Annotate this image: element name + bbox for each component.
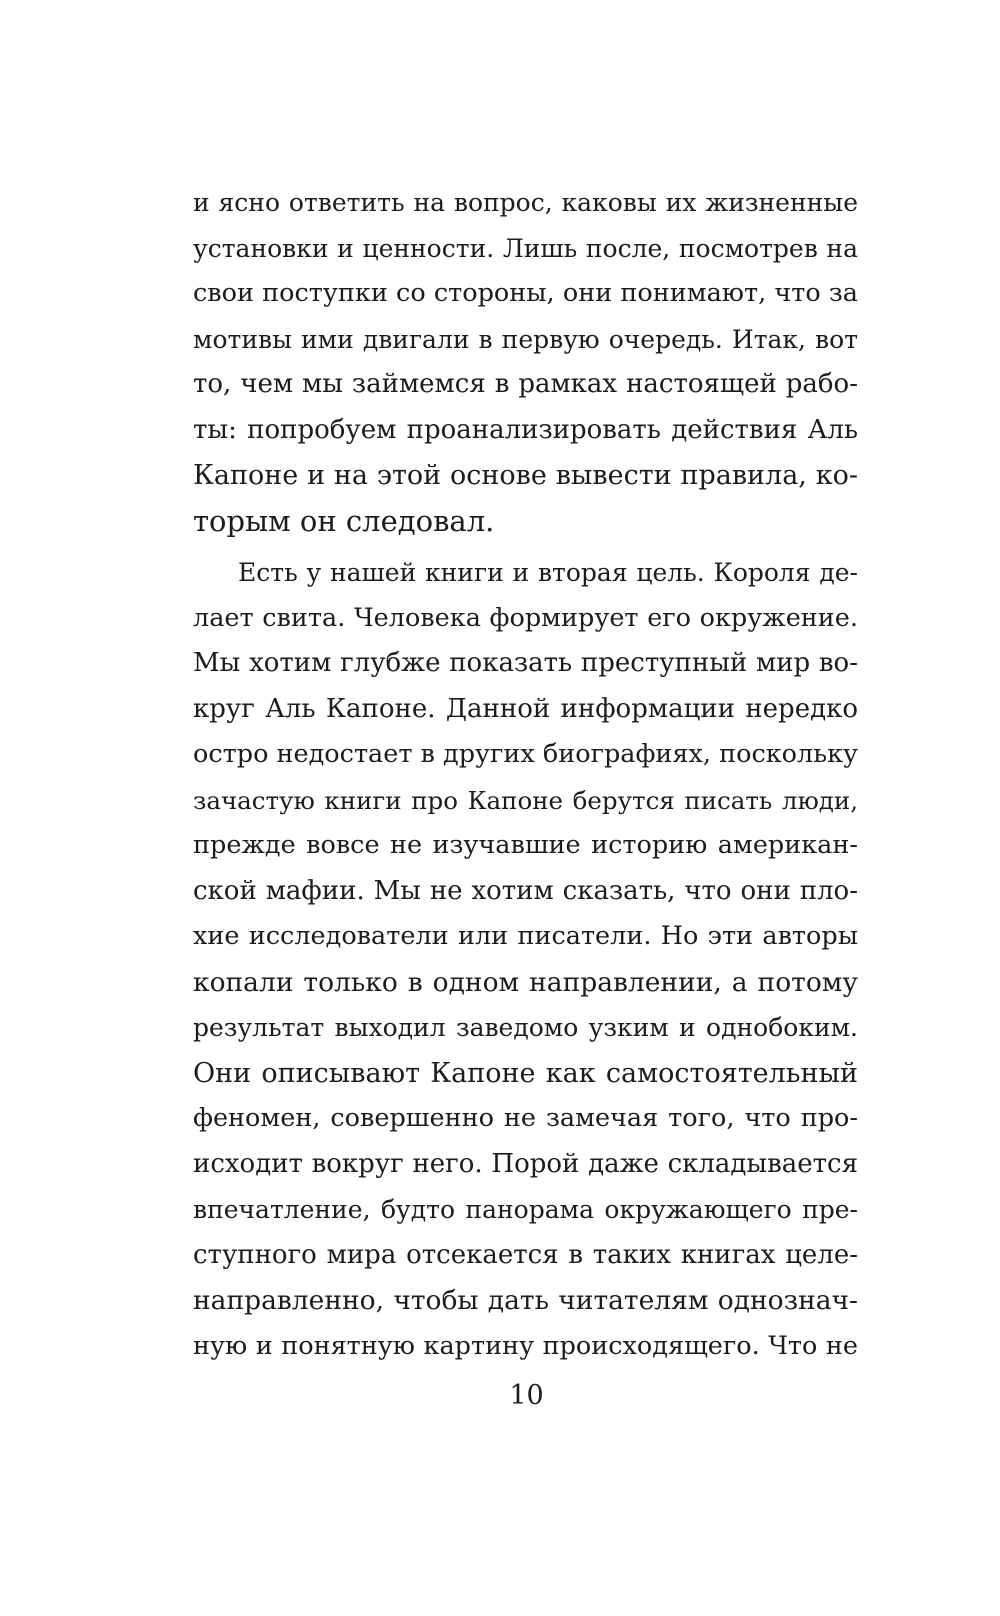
text-line: Они описывают Капоне как самостоятельный xyxy=(193,1057,858,1089)
text-line: направленно, чтобы дать читателям однознач- xyxy=(193,1285,858,1316)
text-line: копали только в одном направлении, а потому xyxy=(193,966,858,998)
text-line: ступного мира отсекается в таких книгах целе- xyxy=(193,1239,858,1270)
text-line: феномен, совершенно не замечая того, что про- xyxy=(193,1103,858,1133)
text-line: круг Аль Капоне. Данной информации нередко xyxy=(193,693,858,724)
text-line: ской мафии. Мы не хотим сказать, что они пло- xyxy=(193,875,858,906)
text-line: и ясно ответить на вопрос, каковы их жизненные xyxy=(193,188,858,217)
text-line: мотивы ими двигали в первую очередь. Итак, вот xyxy=(193,324,858,354)
text-line: лает свита. Человека формирует его окружение. xyxy=(193,602,858,633)
text-line: исходит вокруг него. Порой даже складывается xyxy=(193,1148,858,1179)
text-line: прежде вовсе не изучавшие историю американ- xyxy=(193,830,858,860)
body-text xyxy=(193,180,858,1369)
text-line: свои поступки со стороны, они понимают, что за xyxy=(193,278,858,308)
text-line: хие исследователи или писатели. Но эти авторы xyxy=(193,921,858,951)
text-line: остро недостает в других биографиях, поскольку xyxy=(193,739,859,769)
text-line: Есть у нашей книги и вторая цель. Короля де- xyxy=(238,558,858,587)
text-line: торым он следовал. xyxy=(193,503,495,538)
text-line: Мы хотим глубже показать преступный мир во- xyxy=(193,648,858,678)
text-line: ную и понятную картину происходящего. Что не xyxy=(193,1330,858,1361)
page-number: 10 xyxy=(509,1380,544,1411)
text-line: зачастую книги про Капоне берутся писать люди, xyxy=(193,785,858,815)
text-line: установки и ценности. Лишь после, посмотрев на xyxy=(193,233,858,263)
text-line: то, чем мы займемся в рамках настоящей рабо- xyxy=(193,369,858,399)
text-line: ты: попробуем проанализировать действия Аль xyxy=(193,414,858,445)
text-line: Капоне и на этой основе вывести правила, ко- xyxy=(193,460,858,491)
text-line: результат выходил заведомо узким и однобоким. xyxy=(193,1013,858,1042)
text-line: впечатление, будто панорама окружающего пре- xyxy=(193,1195,858,1224)
